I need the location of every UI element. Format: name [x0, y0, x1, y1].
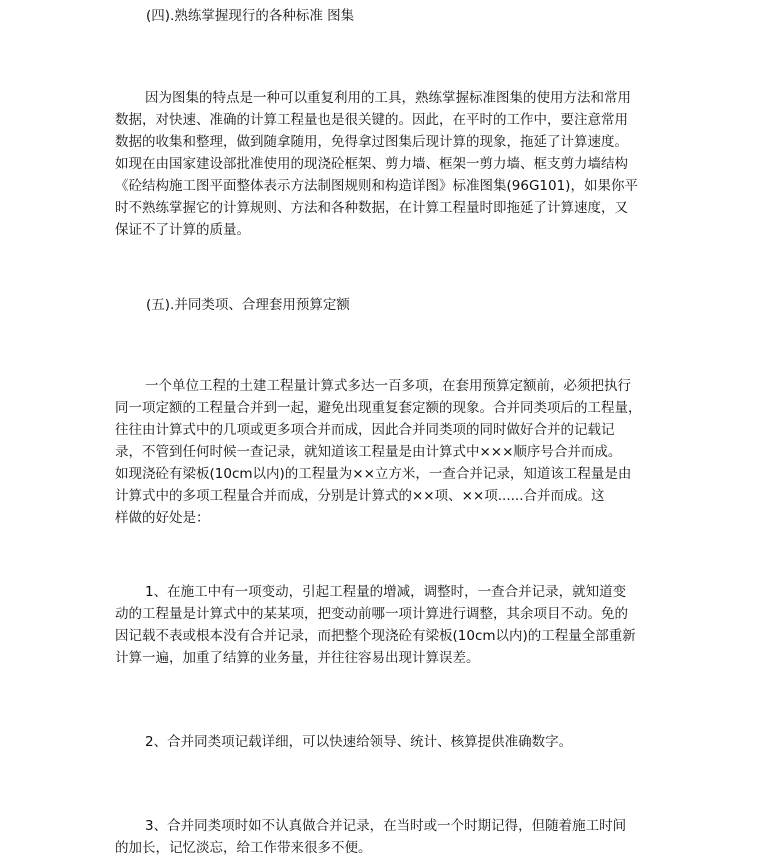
section-5-heading: (五).并同类项、合理套用预算定额 — [146, 297, 350, 313]
item-1-paragraph — [115, 581, 675, 669]
section-4-paragraph — [115, 87, 675, 241]
paragraph-line: 2、合并同类项记载详细，可以快速给领导、统计、核算提供准确数字。 — [145, 734, 573, 750]
paragraph-line: 动的工程量是计算式中的某某项，把变动前哪一项计算进行调整，其余项目不动。免的 — [115, 606, 628, 622]
paragraph-line: 一个单位工程的土建工程量计算式多达一百多项，在套用预算定额前，必须把执行 — [145, 378, 631, 394]
paragraph-line: 因记载不表或根本没有合并记录，而把整个现浇砼有梁板(10cm以内)的工程量全部重新 — [115, 628, 636, 644]
paragraph-line: 数据的收集和整理，做到随拿随用，免得拿过图集后现计算的现象，拖延了计算速度。 — [115, 134, 628, 150]
paragraph-line: 同一项定额的工程量合并到一起，避免出现重复套定额的现象。合并同类项后的工程量， — [115, 400, 642, 416]
paragraph-line: 计算式中的多项工程量合并而成，分别是计算式的××项、××项......合并而成。这 — [115, 488, 605, 504]
paragraph-line: 因为图集的特点是一种可以重复利用的工具，熟练掌握标准图集的使用方法和常用 — [145, 90, 631, 106]
paragraph-line: 样做的好处是： — [115, 510, 210, 526]
paragraph-line: 1、在施工中有一项变动，引起工程量的增减，调整时，一查合并记录，就知道变 — [145, 584, 627, 600]
paragraph-line: 保证不了计算的质量。 — [115, 222, 250, 238]
section-5-paragraph — [115, 375, 675, 529]
item-3-paragraph — [115, 815, 675, 859]
paragraph-line: 计算一遍，加重了结算的业务量，并往往容易出现计算误差。 — [115, 650, 480, 666]
item-2-paragraph — [115, 731, 675, 753]
paragraph-line: 录，不管到任何时候一查记录，就知道该工程量是由计算式中×××顺序号合并而成。 — [115, 444, 622, 460]
paragraph-line: 时不熟练掌握它的计算规则、方法和各种数据，在计算工程量时即拖延了计算速度，又 — [115, 200, 628, 216]
paragraph-line: 如现在由国家建设部批准使用的现浇砼框架、剪力墙、框架一剪力墙、框支剪力墙结构 — [115, 156, 628, 172]
paragraph-line: 如现浇砼有梁板(10cm以内)的工程量为××立方米，一查合并记录，知道该工程量是由 — [115, 466, 632, 482]
paragraph-line: 往往由计算式中的几项或更多项合并而成，因此合并同类项的同时做好合并的记载记 — [115, 422, 615, 438]
paragraph-line: 的加长，记忆淡忘，给工作带来很多不便。 — [115, 840, 372, 856]
paragraph-line: 3、合并同类项时如不认真做合并记录，在当时或一个时期记得，但随着施工时间 — [145, 818, 627, 834]
section-4-heading: (四).熟练掌握现行的各种标准 图集 — [146, 8, 355, 24]
paragraph-line: 《砼结构施工图平面整体表示方法制图规则和构造详图》标准图集(96G101)，如果你平 — [115, 178, 638, 194]
paragraph-line: 数据，对快速、准确的计算工程量也是很关键的。因此，在平时的工作中，要注意常用 — [115, 112, 628, 128]
